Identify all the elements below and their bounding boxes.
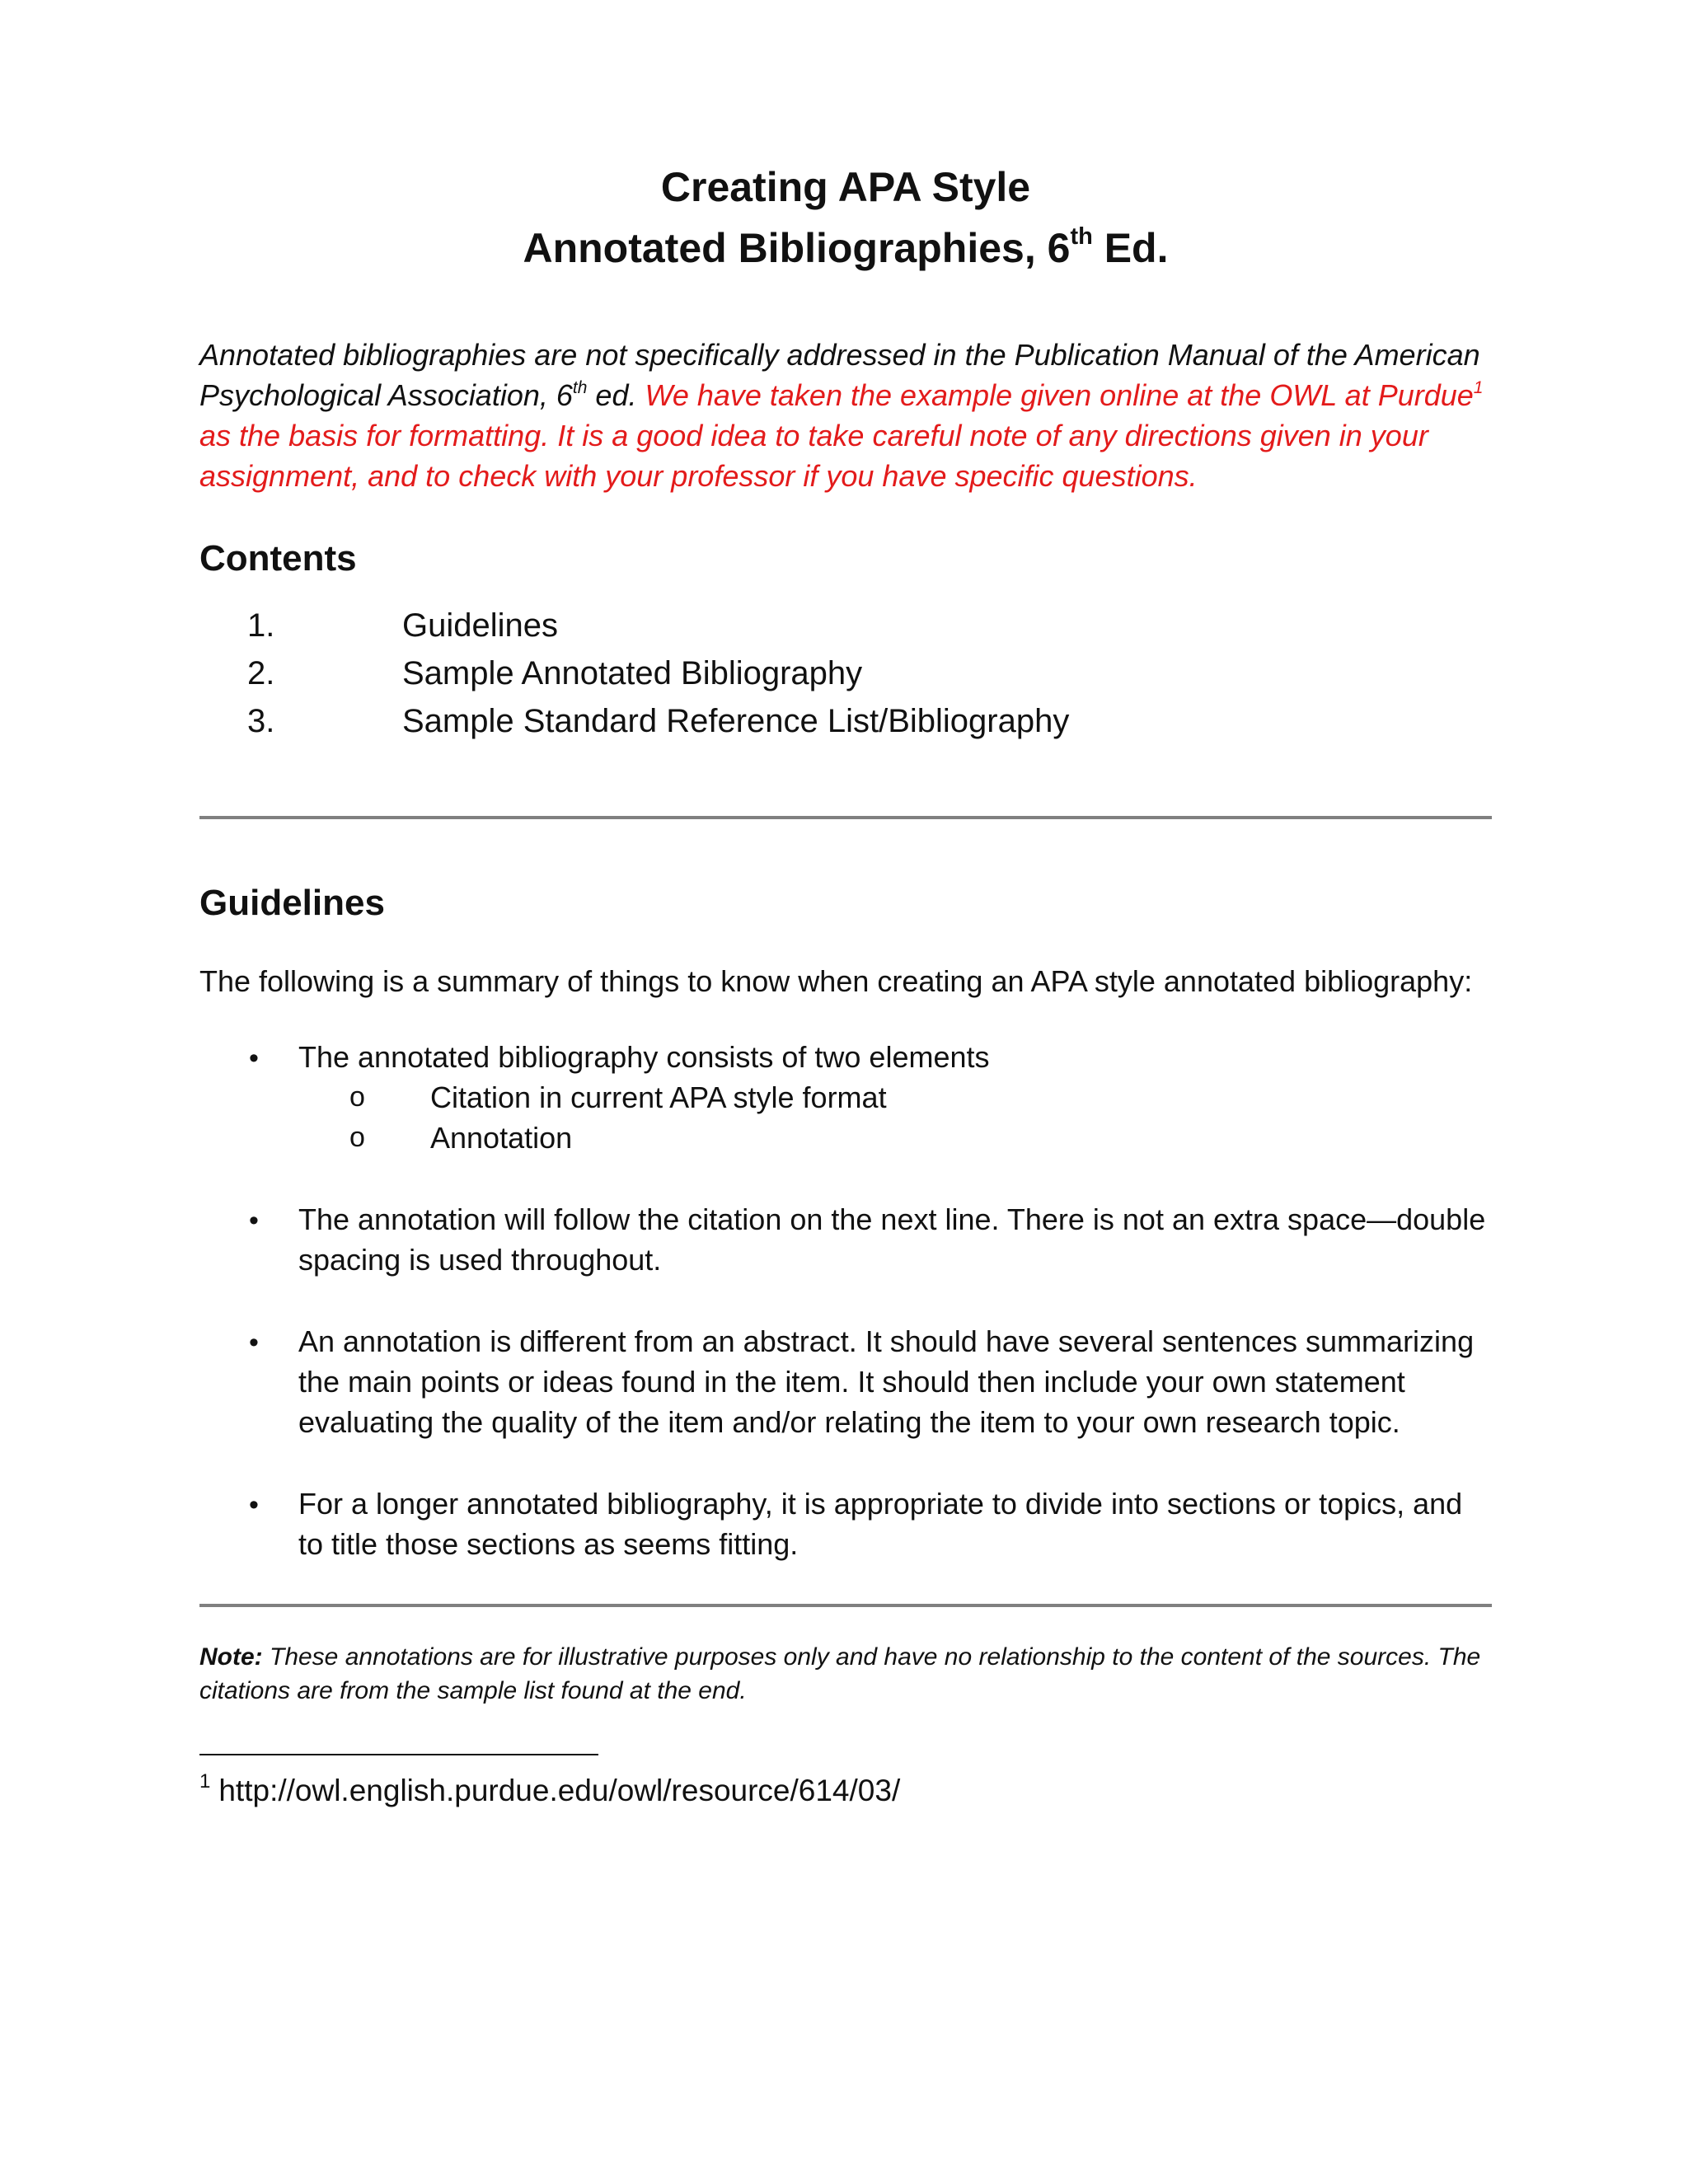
footnote-marker: 1 xyxy=(199,1770,211,1793)
list-item xyxy=(199,1483,1492,1564)
contents-item-label: Guidelines xyxy=(402,607,559,644)
bullet-text: The annotation will follow the citation on the next line. There is not an extra space—double spacing is used throughout. xyxy=(298,1202,1486,1277)
page-content xyxy=(199,157,1492,1811)
title-line-1: Creating APA Style xyxy=(660,164,1031,210)
contents-item-number: 1. xyxy=(247,607,275,644)
bullet-text: The annotated bibliography consists of two elements xyxy=(298,1040,990,1074)
note-label: Note: xyxy=(199,1643,263,1671)
contents-heading: Contents xyxy=(199,538,357,579)
guidelines-summary: The following is a summary of things to know when creating an APA style annotated bibliography: xyxy=(199,964,1473,998)
sub-list-item xyxy=(298,1077,1492,1118)
guidelines-bullet-list xyxy=(199,1037,1492,1564)
section-divider xyxy=(199,1604,1492,1607)
bullet-icon: • xyxy=(249,1327,259,1358)
document-title xyxy=(199,157,1492,279)
circle-bullet-icon: o xyxy=(349,1081,365,1113)
contents-item-label: Sample Standard Reference List/Bibliography xyxy=(402,703,1070,739)
footnote-url-link[interactable]: http://owl.english.purdue.edu/owl/resource/614/03/ xyxy=(218,1774,901,1807)
guidelines-heading: Guidelines xyxy=(199,883,385,923)
contents-item-guidelines[interactable] xyxy=(199,602,1492,649)
footnote-reference[interactable]: 1 xyxy=(1473,378,1484,397)
contents-item-sample-reference-list[interactable] xyxy=(199,697,1492,745)
contents-item-sample-annotated-bibliography[interactable] xyxy=(199,649,1492,697)
contents-item-label: Sample Annotated Bibliography xyxy=(402,655,863,691)
bullet-text: An annotation is different from an abstract. It should have several sentences summarizing the main points or ideas found in the item. It should then include your own statement evaluating the quality of the item and/or relating the item to your own research topic. xyxy=(298,1324,1475,1439)
bullet-icon: • xyxy=(249,1205,259,1236)
intro-paragraph: Annotated bibliographies are not specifically addressed in the Publication Manual of the American Psychological Association, 6th ed. We have taken the example given online at the OWL at Purdue$^1$ as the basis for formatting. It is a good idea to take careful note of any directions given in your assignment, and to check with your professor if you have specific questions. xyxy=(199,338,1484,493)
list-item xyxy=(199,1199,1492,1280)
sub-bullet-text: Annotation xyxy=(430,1121,573,1155)
sub-bullet-text: Citation in current APA style format xyxy=(430,1080,887,1114)
note-paragraph xyxy=(199,1640,1492,1708)
sub-list-item xyxy=(298,1118,1492,1158)
title-line-2: Annotated Bibliographies, 6th Ed. xyxy=(523,223,1169,271)
circle-bullet-icon: o xyxy=(349,1122,365,1153)
section-divider xyxy=(199,816,1492,819)
contents-list xyxy=(199,602,1492,745)
bullet-icon: • xyxy=(249,1043,259,1074)
contents-item-number: 2. xyxy=(247,655,275,691)
bullet-text: For a longer annotated bibliography, it is appropriate to divide into sections or topics, and to title those sections as seems fitting. xyxy=(298,1487,1463,1561)
note-text: These annotations are for illustrative purposes only and have no relationship to the content of the sources. The citations are from the sample list found at the end. xyxy=(199,1643,1481,1704)
contents-item-number: 3. xyxy=(247,703,275,739)
list-item xyxy=(199,1321,1492,1442)
intro-red-text: We have taken the example given online at the OWL at Purdue$^1$ as the basis for formatting. It is a good idea to take careful note of any directions given in your assignment, and to check with your professor if you have specific questions. xyxy=(199,378,1484,493)
footnote-separator xyxy=(199,1754,598,1755)
footnote xyxy=(199,1770,1492,1811)
list-item xyxy=(199,1037,1492,1158)
bullet-icon: • xyxy=(249,1489,259,1521)
